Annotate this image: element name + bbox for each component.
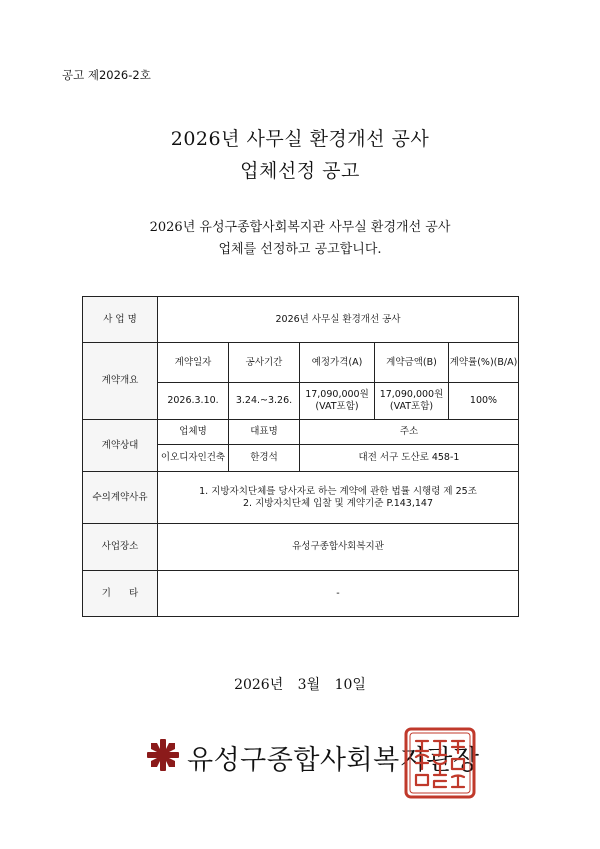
table-header-cell: 계약일자 [158, 343, 229, 383]
cross-logo-icon [145, 737, 181, 777]
table-header-cell: 계약률(%)(B/A) [449, 343, 519, 383]
etc-value: - [158, 571, 519, 617]
table-row [83, 571, 519, 617]
project-name-value: 2026년 사무실 환경개선 공사 [158, 297, 519, 343]
location-value: 유성구종합사회복지관 [158, 524, 519, 571]
contract-overview-label: 계약개요 [83, 343, 158, 420]
table-cell: 한경석 [229, 445, 300, 472]
document-subtitle-line1: 2026년 유성구종합사회복지관 사무실 환경개선 공사 [149, 220, 451, 235]
table-header-cell: 업체명 [158, 420, 229, 445]
table-header-cell: 주소 [300, 420, 519, 445]
table-cell: 17,090,000원 (VAT포함) [300, 383, 375, 420]
table-cell: 17,090,000원 (VAT포함) [375, 383, 449, 420]
document-title-line1: 2026년 사무실 환경개선 공사 [170, 128, 430, 150]
table-cell: 100% [449, 383, 519, 420]
table-row [83, 297, 519, 343]
reason-line: 2. 지방자치단체 입찰 및 계약기준 P.143,147 [242, 497, 434, 509]
table-header-cell: 대표명 [229, 420, 300, 445]
counterparty-label: 계약상대 [83, 420, 158, 472]
table-cell: 대전 서구 도산로 458-1 [300, 445, 519, 472]
announcement-date: 2026년 3월 10일 [234, 677, 366, 693]
table-cell: 3.24.~3.26. [229, 383, 300, 420]
reason-value [158, 472, 519, 524]
contract-info-table [82, 296, 519, 617]
document-title-line2: 업체선정 공고 [240, 160, 360, 182]
reason-label: 수의계약사유 [83, 472, 158, 524]
table-cell: 2026.3.10. [158, 383, 229, 420]
reason-line: 1. 지방자치단체를 당사자로 하는 계약에 관한 법률 시행령 제 25조 [199, 485, 477, 497]
table-header-cell: 공사기간 [229, 343, 300, 383]
table-header-cell: 예정가격(A) [300, 343, 375, 383]
table-header-cell: 계약금액(B) [375, 343, 449, 383]
notice-number: 공고 제2026-2호 [62, 68, 151, 82]
table-row [83, 472, 519, 524]
document-subtitle-line2: 업체를 선정하고 공고합니다. [218, 242, 382, 257]
table-cell: 이오디자인건축 [158, 445, 229, 472]
table-row [83, 524, 519, 571]
table-row [83, 343, 519, 383]
location-label: 사업장소 [83, 524, 158, 571]
project-name-label: 사 업 명 [83, 297, 158, 343]
table-row [83, 420, 519, 445]
etc-label: 기 타 [83, 571, 158, 617]
organization-name: 유성구종합사회복지관장 [187, 744, 480, 776]
official-seal-stamp [404, 727, 476, 803]
